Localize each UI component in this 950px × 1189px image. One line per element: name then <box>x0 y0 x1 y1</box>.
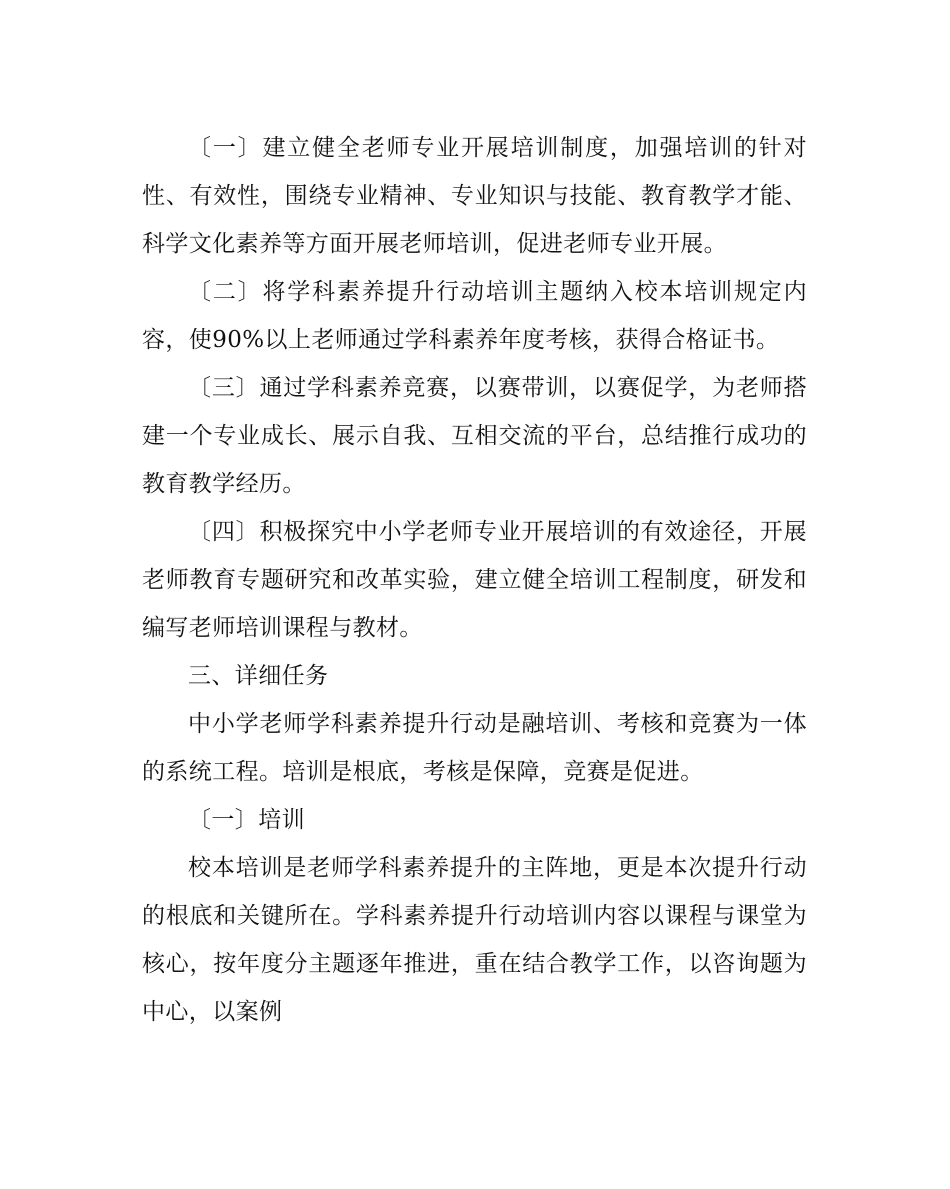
paragraph-goal-4: 〔四〕积极探究中小学老师专业开展培训的有效途径，开展老师教育专题研究和改革实验，建立健全培训工程制度，研发和编写老师培训课程与教材。 <box>142 519 807 641</box>
paragraph-goal-3: 〔三〕通过学科素养竞赛，以赛带训，以赛促学，为老师搭建一个专业成长、展示自我、互相交流的平台，总结推行成功的教育教学经历。 <box>142 375 807 497</box>
subsection-heading-training: 〔一〕培训 <box>188 807 305 833</box>
paragraph-goal-1: 〔一〕建立健全老师专业开展培训制度，加强培训的针对性、有效性，围绕专业精神、专业知识与技能、教育教学才能、科学文化素养等方面开展老师培训，促进老师专业开展。 <box>142 135 807 257</box>
paragraph-goal-2: 〔二〕将学科素养提升行动培训主题纳入校本培训规定内容，使90%以上老师通过学科素养年度考核，获得合格证书。 <box>142 279 807 353</box>
paragraph-tasks-intro: 中小学老师学科素养提升行动是融培训、考核和竞赛为一体的系统工程。培训是根底，考核是保障，竞赛是促进。 <box>142 711 807 785</box>
section-heading-tasks: 三、详细任务 <box>188 663 329 689</box>
document-body <box>142 124 807 1036</box>
paragraph-training: 校本培训是老师学科素养提升的主阵地，更是本次提升行动的根底和关键所在。学科素养提升行动培训内容以课程与课堂为核心，按年度分主题逐年推进，重在结合教学工作，以咨询题为中心，以案例 <box>142 855 807 1025</box>
